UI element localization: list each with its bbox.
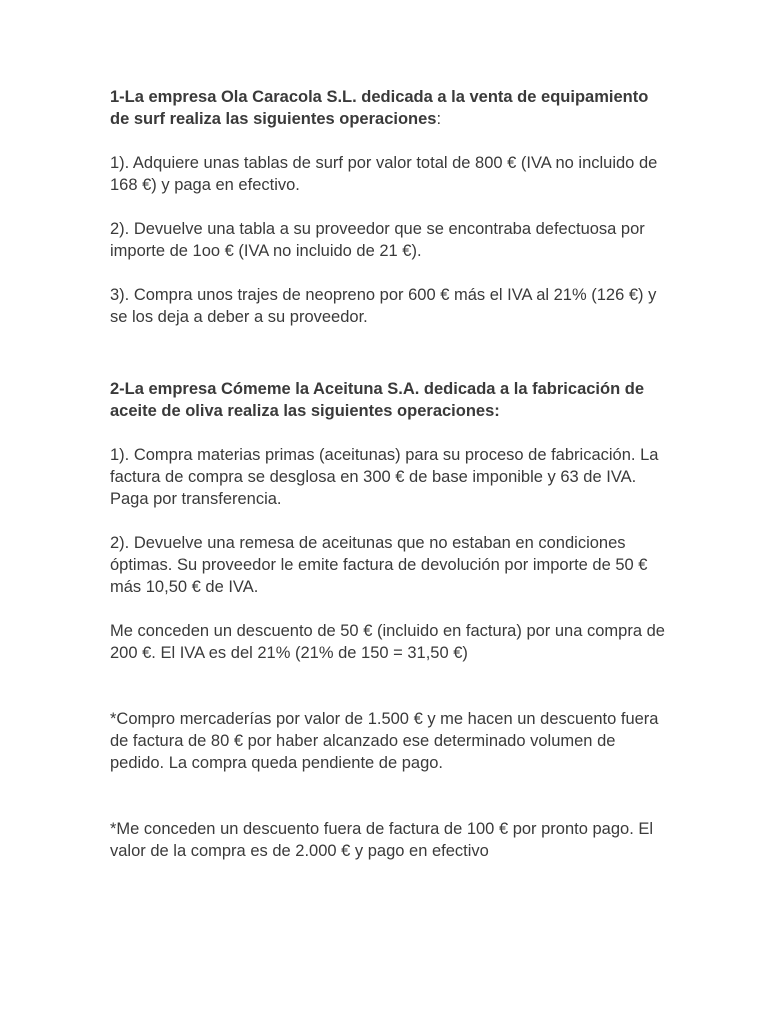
document-page bbox=[110, 86, 670, 862]
section-1-operation-1: 1). Adquiere unas tablas de surf por valor total de 800 € (IVA no incluido de 168 €) y paga en efectivo. bbox=[110, 154, 658, 194]
discount-note-1: Me conceden un descuento de 50 € (incluido en factura) por una compra de 200 €. El IVA es del 21% (21% de 150 = 31,50 €) bbox=[110, 622, 665, 662]
section-1-operation-3: 3). Compra unos trajes de neopreno por 600 € más el IVA al 21% (126 €) y se los deja a deber a su proveedor. bbox=[110, 286, 657, 326]
discount-note-2: *Compro mercaderías por valor de 1.500 € y me hacen un descuento fuera de factura de 80 € por haber alcanzado ese determinado volumen de pedido. La compra queda pendiente de pago. bbox=[110, 710, 659, 772]
section-1-heading-paragraph bbox=[110, 86, 670, 130]
section-2-operation-2: 2). Devuelve una remesa de aceitunas que no estaban en condiciones óptimas. Su proveedor le emite factura de devolución por importe de 50 € más 10,50 € de IVA. bbox=[110, 534, 648, 596]
section-2-heading: 2-La empresa Cómeme la Aceituna S.A. dedicada a la fabricación de aceite de oliva realiza las siguientes operaciones: bbox=[110, 380, 645, 420]
section-2-operation-1: 1). Compra materias primas (aceitunas) para su proceso de fabricación. La factura de compra se desglosa en 300 € de base imponible y 63 de IVA. Paga por transferencia. bbox=[110, 446, 659, 508]
discount-note-3: *Me conceden un descuento fuera de factura de 100 € por pronto pago. El valor de la compra es de 2.000 € y pago en efectivo bbox=[110, 820, 654, 860]
section-1-heading-colon: : bbox=[436, 110, 442, 128]
section-1-heading: 1-La empresa Ola Caracola S.L. dedicada a la venta de equipamiento de surf realiza las siguientes operaciones bbox=[110, 88, 649, 128]
section-1-operation-2: 2). Devuelve una tabla a su proveedor que se encontraba defectuosa por importe de 1oo € (IVA no incluido de 21 €). bbox=[110, 220, 645, 260]
